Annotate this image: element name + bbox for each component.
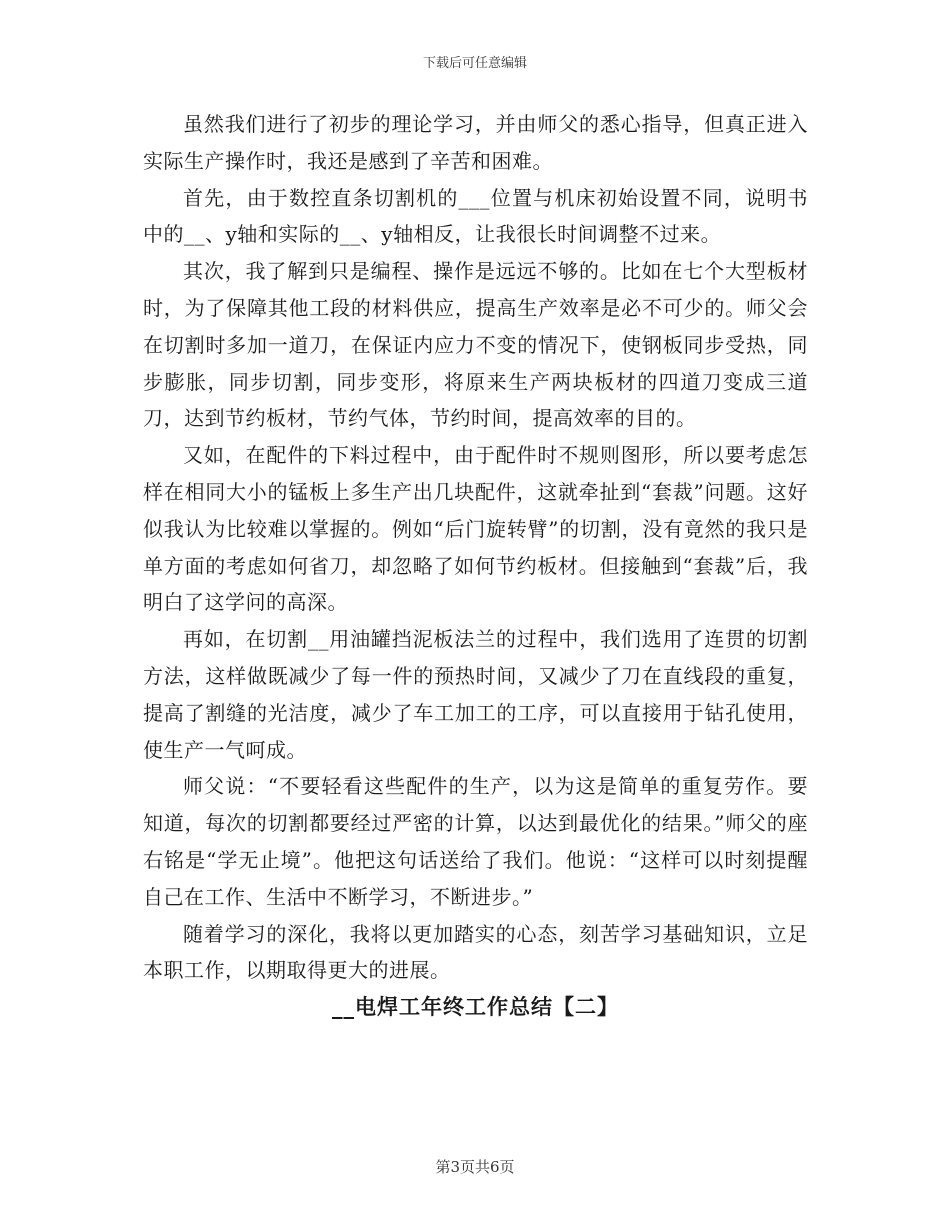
paragraph-1: 虽然我们进行了初步的理论学习，并由师父的悉心指导，但真正进入实际生产操作时，我还是感到了辛苦和困难。 [143,112,808,173]
page-number-footer: 第3页共6页 [435,1158,515,1176]
paragraph-5: 再如，在切割__用油罐挡泥板法兰的过程中，我们选用了连贯的切割方法，这样做既减少了每一件的预热时间，又减少了刀在直线段的重复，提高了割缝的光洁度，减少了车工加工的工序，可以直接用于钻孔使用，使生产一气呵成。 [143,627,808,762]
paragraph-6: 师父说：“不要轻看这些配件的生产，以为这是简单的重复劳作。要知道，每次的切割都要经过严密的计算，以达到最优化的结果。”师父的座右铭是“学无止境”。他把这句话送给了我们。他说：“这样可以时刻提醒自己在工作、生活中不断学习，不断进步。” [143,774,808,909]
page-header: 下载后可任意编辑 [422,56,527,71]
paragraph-3: 其次，我了解到只是编程、操作是远远不够的。比如在七个大型板材时，为了保障其他工段的材料供应，提高生产效率是必不可少的。师父会在切割时多加一道刀，在保证内应力不变的情况下，使钢板同步受热，同步膨胀，同步切割，同步变形，将原来生产两块板材的四道刀变成三道刀，达到节约板材，节约气体，节约时间，提高效率的目的。 [143,259,808,431]
paragraph-2: 首先，由于数控直条切割机的___位置与机床初始设置不同，说明书中的__、y轴和实际的__、y轴相反，让我很长时间调整不过来。 [143,185,808,247]
paragraph-7: 随着学习的深化，我将以更加踏实的心态，刻苦学习基础知识，立足本职工作，以期取得更大的进展。 [143,921,808,983]
paragraph-4: 又如，在配件的下料过程中，由于配件时不规则图形，所以要考虑怎样在相同大小的锰板上多生产出几块配件，这就牵扯到“套裁”问题。这好似我认为比较难以掌握的。例如“后门旋转臂”的切割，没有竟然的我只是单方面的考虑如何省刀，却忽略了如何节约板材。但接触到“套裁”后，我明白了这学问的高深。 [143,443,808,615]
document-body [143,106,808,1026]
section-heading: __电焊工年终工作总结【二】 [332,994,619,1020]
